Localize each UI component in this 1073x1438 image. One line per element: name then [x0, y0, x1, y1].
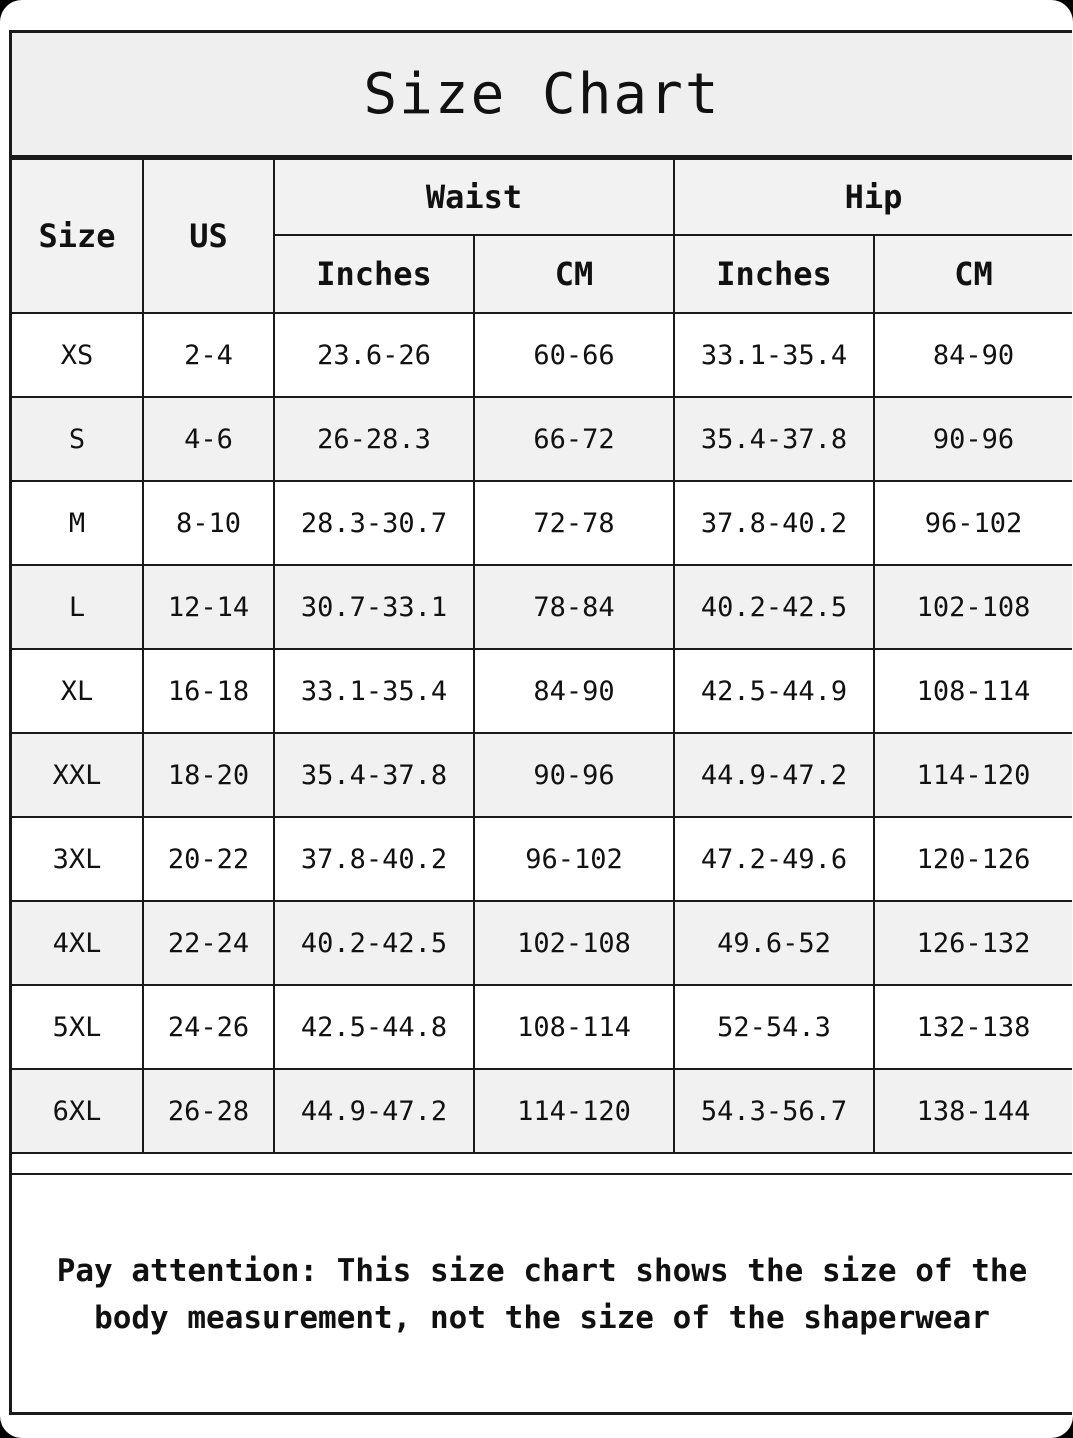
us-cell: 24-26 [143, 985, 274, 1069]
size-cell: 3XL [12, 817, 143, 901]
header-waist: Waist [274, 159, 674, 235]
waist-inches-cell: 33.1-35.4 [274, 649, 474, 733]
size-cell: 6XL [12, 1069, 143, 1153]
hip-inches-cell: 49.6-52 [674, 901, 874, 985]
hip-inches-cell: 52-54.3 [674, 985, 874, 1069]
waist-cm-cell: 96-102 [474, 817, 674, 901]
hip-cm-cell: 114-120 [874, 733, 1072, 817]
title-row [12, 33, 1072, 158]
hip-inches-cell: 37.8-40.2 [674, 481, 874, 565]
waist-inches-cell: 40.2-42.5 [274, 901, 474, 985]
waist-cm-cell: 60-66 [474, 313, 674, 397]
waist-cm-cell: 108-114 [474, 985, 674, 1069]
chart-title: Size Chart [363, 61, 721, 127]
size-chart-frame [9, 30, 1072, 1415]
waist-inches-cell: 30.7-33.1 [274, 565, 474, 649]
hip-cm-cell: 126-132 [874, 901, 1072, 985]
waist-cm-cell: 90-96 [474, 733, 674, 817]
waist-cm-cell: 72-78 [474, 481, 674, 565]
waist-inches-cell: 37.8-40.2 [274, 817, 474, 901]
table-row [12, 313, 1072, 397]
size-table [12, 158, 1072, 1154]
hip-cm-cell: 132-138 [874, 985, 1072, 1069]
hip-inches-cell: 47.2-49.6 [674, 817, 874, 901]
table-row [12, 733, 1072, 817]
waist-cm-cell: 78-84 [474, 565, 674, 649]
hip-cm-cell: 102-108 [874, 565, 1072, 649]
table-row [12, 481, 1072, 565]
size-cell: XL [12, 649, 143, 733]
attention-note: Pay attention: This size chart shows the size of the body measurement, not the size of the shaperwear [56, 1253, 1028, 1336]
table-body [12, 313, 1072, 1153]
size-cell: L [12, 565, 143, 649]
header-waist-cm: CM [474, 235, 674, 313]
table-row [12, 649, 1072, 733]
waist-cm-cell: 66-72 [474, 397, 674, 481]
waist-inches-cell: 26-28.3 [274, 397, 474, 481]
hip-cm-cell: 120-126 [874, 817, 1072, 901]
hip-inches-cell: 35.4-37.8 [674, 397, 874, 481]
us-cell: 12-14 [143, 565, 274, 649]
waist-inches-cell: 28.3-30.7 [274, 481, 474, 565]
table-row [12, 1069, 1072, 1153]
table-header [12, 159, 1072, 313]
us-cell: 4-6 [143, 397, 274, 481]
hip-inches-cell: 54.3-56.7 [674, 1069, 874, 1153]
hip-cm-cell: 84-90 [874, 313, 1072, 397]
hip-cm-cell: 138-144 [874, 1069, 1072, 1153]
header-hip-cm: CM [874, 235, 1072, 313]
waist-cm-cell: 102-108 [474, 901, 674, 985]
waist-inches-cell: 42.5-44.8 [274, 985, 474, 1069]
hip-inches-cell: 42.5-44.9 [674, 649, 874, 733]
us-cell: 26-28 [143, 1069, 274, 1153]
size-cell: XS [12, 313, 143, 397]
size-cell: S [12, 397, 143, 481]
hip-cm-cell: 108-114 [874, 649, 1072, 733]
hip-inches-cell: 40.2-42.5 [674, 565, 874, 649]
us-cell: 18-20 [143, 733, 274, 817]
hip-inches-cell: 33.1-35.4 [674, 313, 874, 397]
header-size: Size [12, 159, 143, 313]
header-waist-inches: Inches [274, 235, 474, 313]
header-us: US [143, 159, 274, 313]
waist-inches-cell: 23.6-26 [274, 313, 474, 397]
hip-cm-cell: 90-96 [874, 397, 1072, 481]
hip-cm-cell: 96-102 [874, 481, 1072, 565]
hip-inches-cell: 44.9-47.2 [674, 733, 874, 817]
size-cell: 5XL [12, 985, 143, 1069]
us-cell: 2-4 [143, 313, 274, 397]
us-cell: 20-22 [143, 817, 274, 901]
header-hip-inches: Inches [674, 235, 874, 313]
us-cell: 22-24 [143, 901, 274, 985]
waist-cm-cell: 114-120 [474, 1069, 674, 1153]
size-cell: 4XL [12, 901, 143, 985]
size-cell: XXL [12, 733, 143, 817]
us-cell: 16-18 [143, 649, 274, 733]
size-cell: M [12, 481, 143, 565]
waist-inches-cell: 35.4-37.8 [274, 733, 474, 817]
header-hip: Hip [674, 159, 1072, 235]
table-row [12, 817, 1072, 901]
table-row [12, 985, 1072, 1069]
us-cell: 8-10 [143, 481, 274, 565]
table-row [12, 565, 1072, 649]
waist-inches-cell: 44.9-47.2 [274, 1069, 474, 1153]
table-row [12, 901, 1072, 985]
table-row [12, 397, 1072, 481]
note-section [12, 1173, 1072, 1415]
waist-cm-cell: 84-90 [474, 649, 674, 733]
